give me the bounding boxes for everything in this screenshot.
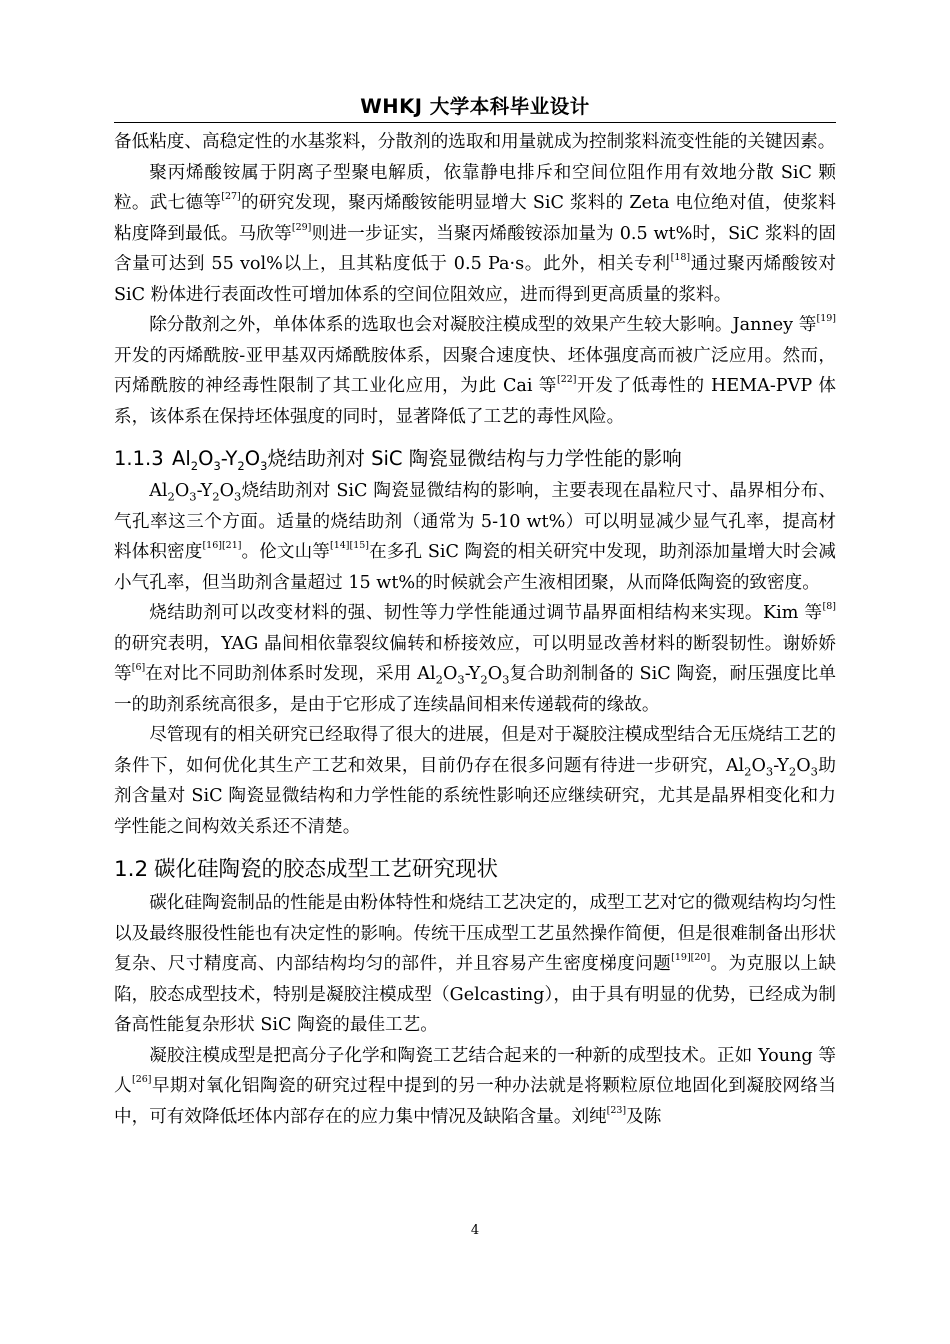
section-heading-1-1-3 xyxy=(114,446,836,472)
citation: [22] xyxy=(557,374,577,386)
text-run: 除分散剂之外，单体体系的选取也会对凝胶注模成型的效果产生较大影响。Janney 等 xyxy=(149,315,817,335)
text-run: 在对比不同助剂体系时发现，采用 xyxy=(145,664,418,684)
text-run: 的研究表明，YAG 晶间相依靠裂纹偏转和桥接效应，可以明显改善材料的断裂韧性。谢娇娇等 xyxy=(114,633,836,684)
text-run: 早期对氧化铝陶瓷的研究过程中提到的另一种办法就是将颗粒原位地固化到凝胶网络当中，可有效降低坯体内部存在的应力集中情况及缺陷含量。刘纯 xyxy=(114,1076,836,1127)
text-run: Al xyxy=(149,481,168,501)
subscript: 2 xyxy=(237,458,245,473)
text-run: 烧结助剂可以改变材料的强、韧性等力学性能通过调节晶界面相结构来实现。Kim 等 xyxy=(149,603,823,623)
paragraph xyxy=(114,158,836,311)
citation: [18] xyxy=(670,252,691,264)
text-run: Al xyxy=(417,664,436,684)
text-run: O xyxy=(442,664,458,684)
text-run: 在多孔 SiC 陶瓷的相关研究中发现，助剂添加量增大时会减小气孔率，但当助剂含量超过 15 wt%的时候就会产生液相团聚，从而降低陶瓷的致密度。 xyxy=(114,542,836,593)
text-run: O xyxy=(487,664,503,684)
text-run: 的研究发现，聚丙烯酸铵能明显增大 SiC 浆料的 Zeta 电位绝对值，使浆料粘度降到最低。马欣等 xyxy=(114,193,836,244)
subscript: 3 xyxy=(189,489,197,504)
text-run: 则进一步证实，当聚丙烯酸铵添加量为 0.5 wt%时，SiC 浆料的固含量可达到 55 vol%以上，且其粘度低于 0.5 Pa·s。此外，相关专利 xyxy=(114,223,836,274)
subscript: 2 xyxy=(744,764,752,779)
section-number: 1.1.3 xyxy=(114,447,164,470)
page-header: WHKJ 大学本科毕业设计 xyxy=(360,95,590,118)
header-rule xyxy=(114,122,836,123)
paragraph xyxy=(114,310,836,432)
text-run: 碳化硅陶瓷制品的性能是由粉体特性和烧结工艺决定的，成型工艺对它的微观结构均匀性以及最终服役性能也有决定性的影响。传统干压成型工艺虽然操作简便，但是很难制备出形状复杂、尺寸精度高、内部结构均匀的部件，并且容易产生密度梯度问题 xyxy=(114,893,836,974)
text-run: 及陈 xyxy=(626,1106,662,1127)
paragraph xyxy=(114,476,836,598)
paragraph xyxy=(114,1041,836,1133)
text-run: 。为克服以上缺陷，胶态成型技术，特别是凝胶注模成型（Gelcasting），由于具有明显的优势，已经成为制备高性能复杂形状 SiC 陶瓷的最佳工艺。 xyxy=(114,954,836,1035)
subscript: 2 xyxy=(480,672,488,687)
text-run: -Y xyxy=(773,755,789,776)
text-run: 凝胶注模成型是把高分子化学和陶瓷工艺结合起来的一种新的成型技术。正如 Young 等人 xyxy=(114,1045,836,1096)
subscript: 3 xyxy=(810,764,818,779)
text-run: 。伦文山等 xyxy=(241,542,330,562)
text-run: 尽管现有的相关研究已经取得了很大的进展，但是对于凝胶注模成型结合无压烧结工艺的条件下，如何优化其生产工艺和效果，目前仍存在很多问题有待进一步研究， xyxy=(114,725,836,776)
subscript: 3 xyxy=(457,672,465,687)
text-run: O xyxy=(198,447,214,470)
page-number: 4 xyxy=(470,1223,480,1238)
citation: [19][20] xyxy=(671,952,711,964)
citation: [26] xyxy=(132,1074,152,1086)
text-run: 通过聚丙烯酸铵对 SiC 粉体进行表面改性可增加体系的空间位阻效应，进而得到更高质量的浆料。 xyxy=(114,254,836,305)
section-title: 碳化硅陶瓷的胶态成型工艺研究现状 xyxy=(154,857,499,882)
subscript: 2 xyxy=(212,489,220,504)
page-body xyxy=(114,127,836,1132)
text-run: O xyxy=(174,481,190,501)
paragraph: 备低粘度、高稳定性的水基浆料，分散剂的选取和用量就成为控制浆料流变性能的关键因素。 xyxy=(114,132,836,152)
subscript: 3 xyxy=(502,672,510,687)
citation: [6] xyxy=(131,662,146,674)
subscript: 2 xyxy=(788,764,797,779)
paragraph xyxy=(114,888,836,1041)
citation: [23] xyxy=(606,1104,627,1116)
section-title: 烧结助剂对 SiC 陶瓷显微结构与力学性能的影响 xyxy=(267,447,682,470)
text-run: 聚丙烯酸铵属于阴离子型聚电解质，依靠静电排斥和空间位阻作用有效地分散 SiC 颗粒。武七德等 xyxy=(114,162,836,213)
text-run: O xyxy=(244,447,261,470)
text-run: Al xyxy=(172,447,191,470)
text-run: Al xyxy=(725,755,745,776)
text-run: O xyxy=(796,755,811,776)
citation: [19] xyxy=(816,313,836,325)
text-run: -Y xyxy=(464,664,481,684)
text-run: 开发的丙烯酰胺-亚甲基双丙烯酰胺体系，因聚合速度快、坯体强度高而被广泛应用。然而，丙烯酰胺的神经毒性限制了其工业化应用，为此 Cai 等 xyxy=(114,345,836,396)
text-run: O xyxy=(751,755,766,776)
citation: [14][15] xyxy=(329,540,369,552)
subscript: 3 xyxy=(234,489,242,504)
subscript: 2 xyxy=(435,672,443,687)
subscript: 2 xyxy=(167,489,175,504)
text-run: O xyxy=(219,481,235,501)
subscript: 3 xyxy=(260,458,268,473)
subscript: 3 xyxy=(213,458,221,473)
citation: [16][21] xyxy=(202,540,242,552)
text-run: 开发了低毒性的 HEMA-PVP 体系，该体系在保持坯体强度的同时，显著降低了工艺的毒性风险。 xyxy=(114,376,837,427)
text-run: 助剂含量对 SiC 陶瓷显微结构和力学性能的系统性影响还应继续研究，尤其是晶界相变化和力学性能之间构效关系还不清楚。 xyxy=(114,755,836,837)
text-run: 烧结助剂对 SiC 陶瓷显微结构的影响，主要表现在晶粒尺寸、晶界相分布、气孔率这三个方面。适量的烧结助剂（通常为 5-10 wt%）可以明显减少显气孔率，提高材料体积密度 xyxy=(114,481,836,562)
text-run: 复合助剂制备的 SiC 陶瓷，耐压强度比单一的助剂系统高很多，是由于它形成了连续晶间相来传递载荷的缘故。 xyxy=(114,664,836,715)
subscript: 2 xyxy=(190,458,199,473)
citation: [27] xyxy=(221,191,241,203)
section-number: 1.2 xyxy=(114,857,149,882)
citation: [29] xyxy=(291,221,312,233)
text-run: -Y xyxy=(196,481,213,501)
citation: [8] xyxy=(822,601,836,613)
section-heading-1-2 xyxy=(114,856,836,884)
text-run: -Y xyxy=(220,447,238,470)
paragraph xyxy=(114,720,836,842)
paragraph xyxy=(114,598,836,720)
subscript: 3 xyxy=(765,764,774,779)
